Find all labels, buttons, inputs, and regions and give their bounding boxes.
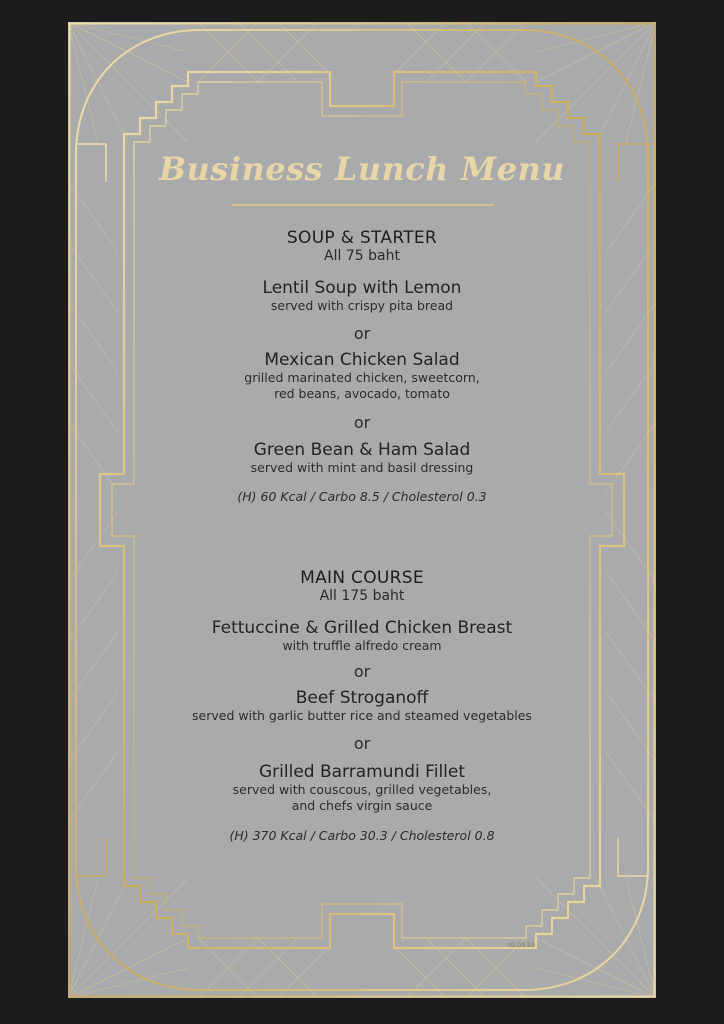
dish-item bbox=[68, 762, 656, 814]
dish-name: Grilled Barramundi Fillet bbox=[258, 762, 466, 782]
dish-name: Mexican Chicken Salad bbox=[264, 350, 460, 370]
dish-item bbox=[68, 278, 656, 314]
dish-item bbox=[68, 618, 656, 654]
or-separator: or bbox=[353, 324, 371, 343]
dish-name: Lentil Soup with Lemon bbox=[262, 278, 462, 298]
main-course-section bbox=[68, 568, 656, 605]
section-price: All 75 baht bbox=[324, 248, 400, 264]
section-heading: SOUP & STARTER bbox=[286, 228, 438, 248]
section-heading: MAIN COURSE bbox=[300, 568, 424, 588]
or-separator: or bbox=[353, 734, 371, 753]
nutrition-info: (H) 60 Kcal / Carbo 8.5 / Cholesterol 0.3 bbox=[237, 489, 487, 504]
dish-name: Beef Stroganoff bbox=[295, 688, 429, 708]
dish-description: grilled marinated chicken, sweetcorn, bbox=[244, 370, 480, 385]
dish-name: Green Bean & Ham Salad bbox=[253, 440, 471, 460]
dish-description: served with garlic butter rice and steamed vegetables bbox=[192, 708, 532, 723]
dish-description: and chefs virgin sauce bbox=[291, 798, 433, 813]
menu-content bbox=[68, 22, 656, 998]
soup-starter-section bbox=[68, 228, 656, 265]
dish-description: served with mint and basil dressing bbox=[250, 460, 474, 475]
menu-title: Business Lunch Menu bbox=[158, 150, 565, 188]
title-divider bbox=[232, 204, 494, 206]
dish-description: served with crispy pita bread bbox=[270, 298, 454, 313]
dish-item bbox=[68, 350, 656, 402]
section-price: All 175 baht bbox=[319, 588, 405, 604]
dish-description: served with couscous, grilled vegetables, bbox=[232, 782, 492, 797]
dish-name: Fettuccine & Grilled Chicken Breast bbox=[211, 618, 513, 638]
version-code: 02.05.22 bbox=[508, 942, 535, 949]
dish-item bbox=[68, 688, 656, 724]
nutrition-info: (H) 370 Kcal / Carbo 30.3 / Cholesterol 0.8 bbox=[229, 828, 495, 843]
or-separator: or bbox=[353, 413, 371, 432]
dish-description: red beans, avocado, tomato bbox=[274, 386, 450, 401]
dish-description: with truffle alfredo cream bbox=[282, 638, 442, 653]
dish-item bbox=[68, 440, 656, 476]
or-separator: or bbox=[353, 662, 371, 681]
menu-card bbox=[68, 22, 656, 998]
